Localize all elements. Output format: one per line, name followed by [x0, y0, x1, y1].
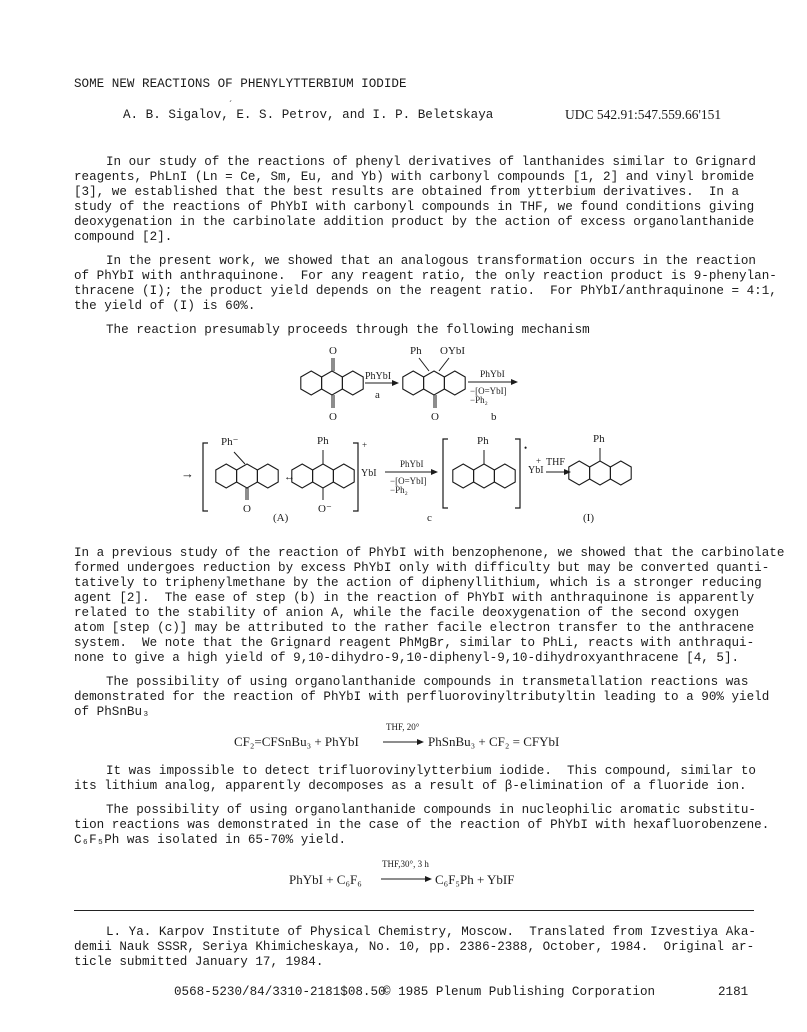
resonance-arrow: ↔ — [284, 471, 295, 483]
oxide-anion-label: O⁻ — [318, 503, 332, 515]
bracket-open — [443, 439, 448, 508]
equation-right: PhSnBu₃ + CF₂ = CFYbI — [428, 734, 560, 749]
text-line: the yield of (I) is 60%. — [74, 299, 256, 313]
text-line: ticle submitted January 17, 1984. — [74, 955, 324, 969]
anion-A-right-structure — [292, 435, 354, 515]
oxygen-label: O — [431, 411, 439, 423]
bracket-open — [203, 443, 208, 511]
text-line: atom [step (c)] may be attributed to the rather facile electron transfer to the anthracene — [74, 621, 755, 635]
text-line: system. We note that the Grignard reagent PhMgBr, similar to PhLi, reacts with anthraqui- — [74, 636, 755, 650]
phenyl-label: Ph — [410, 345, 422, 357]
step-label: b — [491, 411, 497, 423]
equation-left: CF₂=CFSnBu₃ + PhYbI — [234, 734, 359, 749]
text-line: tatively to triphenylmethane by the action of diphenyllithium, which is a stronger reducing — [74, 576, 762, 590]
solvent-label: THF — [546, 457, 565, 468]
page-number: 2181 — [718, 985, 749, 999]
anthraquinone-structure — [301, 345, 363, 423]
equation-left: PhYbI + C₆F₆ — [289, 872, 362, 887]
charge-dot: • — [524, 443, 528, 453]
equation-arrow — [382, 737, 426, 747]
phenyl-anion-label: Ph⁻ — [221, 436, 239, 448]
text-line: study of the reactions of PhYbI with carbonyl compounds in THF, we found conditions giving — [74, 200, 755, 214]
compound-label: (I) — [583, 512, 594, 524]
ytterbium-cation-label: YbI — [528, 465, 544, 476]
paper-title: SOME NEW REACTIONS OF PHENYLYTTERBIUM IODIDE — [74, 77, 407, 91]
text-line: [3], we established that the best results are obtained from ytterbium derivatives. In a — [74, 185, 740, 199]
text-line: The possibility of using organolanthanide compounds in nucleophilic aromatic substitu- — [106, 803, 756, 817]
arrow-glyph: → — [181, 466, 194, 481]
text-line: of PhSnBu₃ — [74, 705, 150, 719]
equation-condition: THF, 20° — [386, 722, 420, 732]
text-line: C₆F₅Ph was isolated in 65-70% yield. — [74, 833, 347, 847]
text-line: reagents, PhLnI (Ln = Ce, Sm, Eu, and Yb) with carbonyl compounds [1, 2] and vinyl bromide — [74, 170, 755, 184]
text-line: In the present work, we showed that an analogous transformation occurs in the reaction — [106, 254, 756, 268]
phenylanthracene-structure — [569, 433, 631, 485]
anion-A-left-structure — [216, 452, 278, 515]
charge-plus: + — [536, 456, 542, 466]
oxygen-label: O — [329, 345, 337, 357]
paragraph-3: The reaction presumably proceeds through the following mechanism — [106, 323, 590, 337]
text-line: thracene (I); the product yield depends on the reagent ratio. For PhYbI/anthraquinone = 4:1, — [74, 284, 777, 298]
byproduct-label: −[O=YbI] — [470, 386, 507, 396]
byproduct-label: −Ph₂ — [390, 485, 408, 495]
reaction-scheme — [0, 340, 807, 535]
charge-plus: + — [362, 440, 368, 450]
text-line: The possibility of using organolanthanide compounds in transmetallation reactions was — [106, 675, 749, 689]
text-line: demii Nauk SSSR, Seriya Khimicheskaya, No. 10, pp. 2386-2388, October, 1984. Original ar- — [74, 940, 755, 954]
bracket-close — [515, 439, 520, 508]
phenyl-label: Ph — [317, 435, 329, 447]
copyright: © 1985 Plenum Publishing Corporation — [383, 985, 656, 999]
text-line: deoxygenation in the carbinolate addition product by the action of excess organolanthanide — [74, 215, 755, 229]
ytterbium-cation-label: YbI — [361, 468, 377, 479]
text-line: tion reactions was demonstrated in the case of the reaction of PhYbI with hexafluorobenzene. — [74, 818, 770, 832]
oxyytterbium-label: OYbI — [440, 345, 466, 357]
byproduct-label: −Ph₂ — [470, 395, 488, 405]
footnote-rule — [74, 910, 754, 911]
carbinolate-structure — [403, 345, 466, 423]
text-line: In our study of the reactions of phenyl derivatives of lanthanides similar to Grignard — [106, 155, 756, 169]
reagent-label: PhYbI — [365, 371, 392, 382]
article-code: 0568-5230/84/3310-2181$08.50 — [174, 985, 386, 999]
text-line: agent [2]. The ease of step (b) in the reaction of PhYbI with anthraquinone is apparently — [74, 591, 755, 605]
text-line: compound [2]. — [74, 230, 173, 244]
intermediate-c-structure — [453, 435, 515, 488]
step-label: a — [375, 389, 380, 401]
byproduct-label: −[O=YbI] — [390, 476, 427, 486]
accent-mark: ´ — [229, 99, 232, 109]
text-line: formed undergoes reduction by excess PhYbI only with difficulty but may be converted quanti- — [74, 561, 770, 575]
udc-code: UDC 542.91:547.559.66'151 — [565, 107, 722, 122]
compound-label: (A) — [273, 512, 289, 524]
reagent-label: PhYbI — [480, 370, 505, 380]
step-label: c — [427, 512, 432, 524]
reagent-label: PhYbI — [400, 459, 424, 469]
text-line: its lithium analog, apparently decomposes as a result of β-elimination of a fluoride ion. — [74, 779, 747, 793]
text-line: of PhYbI with anthraquinone. For any reagent ratio, the only reaction product is 9-phenylan- — [74, 269, 777, 283]
equation-condition: THF,30°, 3 h — [382, 859, 429, 869]
oxygen-label: O — [329, 411, 337, 423]
text-line: It was impossible to detect trifluorovinylytterbium iodide. This compound, similar to — [106, 764, 756, 778]
text-line: related to the stability of anion A, while the facile deoxygenation of the second oxygen — [74, 606, 740, 620]
text-line: none to give a high yield of 9,10-dihydro-9,10-diphenyl-9,10-dihydroxyanthracene [4, 5]. — [74, 651, 740, 665]
equation-right: C₆F₅Ph + YbIF — [435, 872, 515, 887]
text-line: In a previous study of the reaction of PhYbI with benzophenone, we showed that the carbinolate — [74, 546, 785, 560]
phenyl-label: Ph — [593, 433, 605, 445]
oxygen-label: O — [243, 503, 251, 515]
authors: A. B. Sigalov, E. S. Petrov, and I. P. Beletskaya — [123, 108, 494, 122]
equation-arrow — [380, 874, 434, 884]
text-line: L. Ya. Karpov Institute of Physical Chemistry, Moscow. Translated from Izvestiya Aka- — [106, 925, 756, 939]
phenyl-label: Ph — [477, 435, 489, 447]
text-line: demonstrated for the reaction of PhYbI with perfluorovinyltributyltin leading to a 90% yield — [74, 690, 770, 704]
